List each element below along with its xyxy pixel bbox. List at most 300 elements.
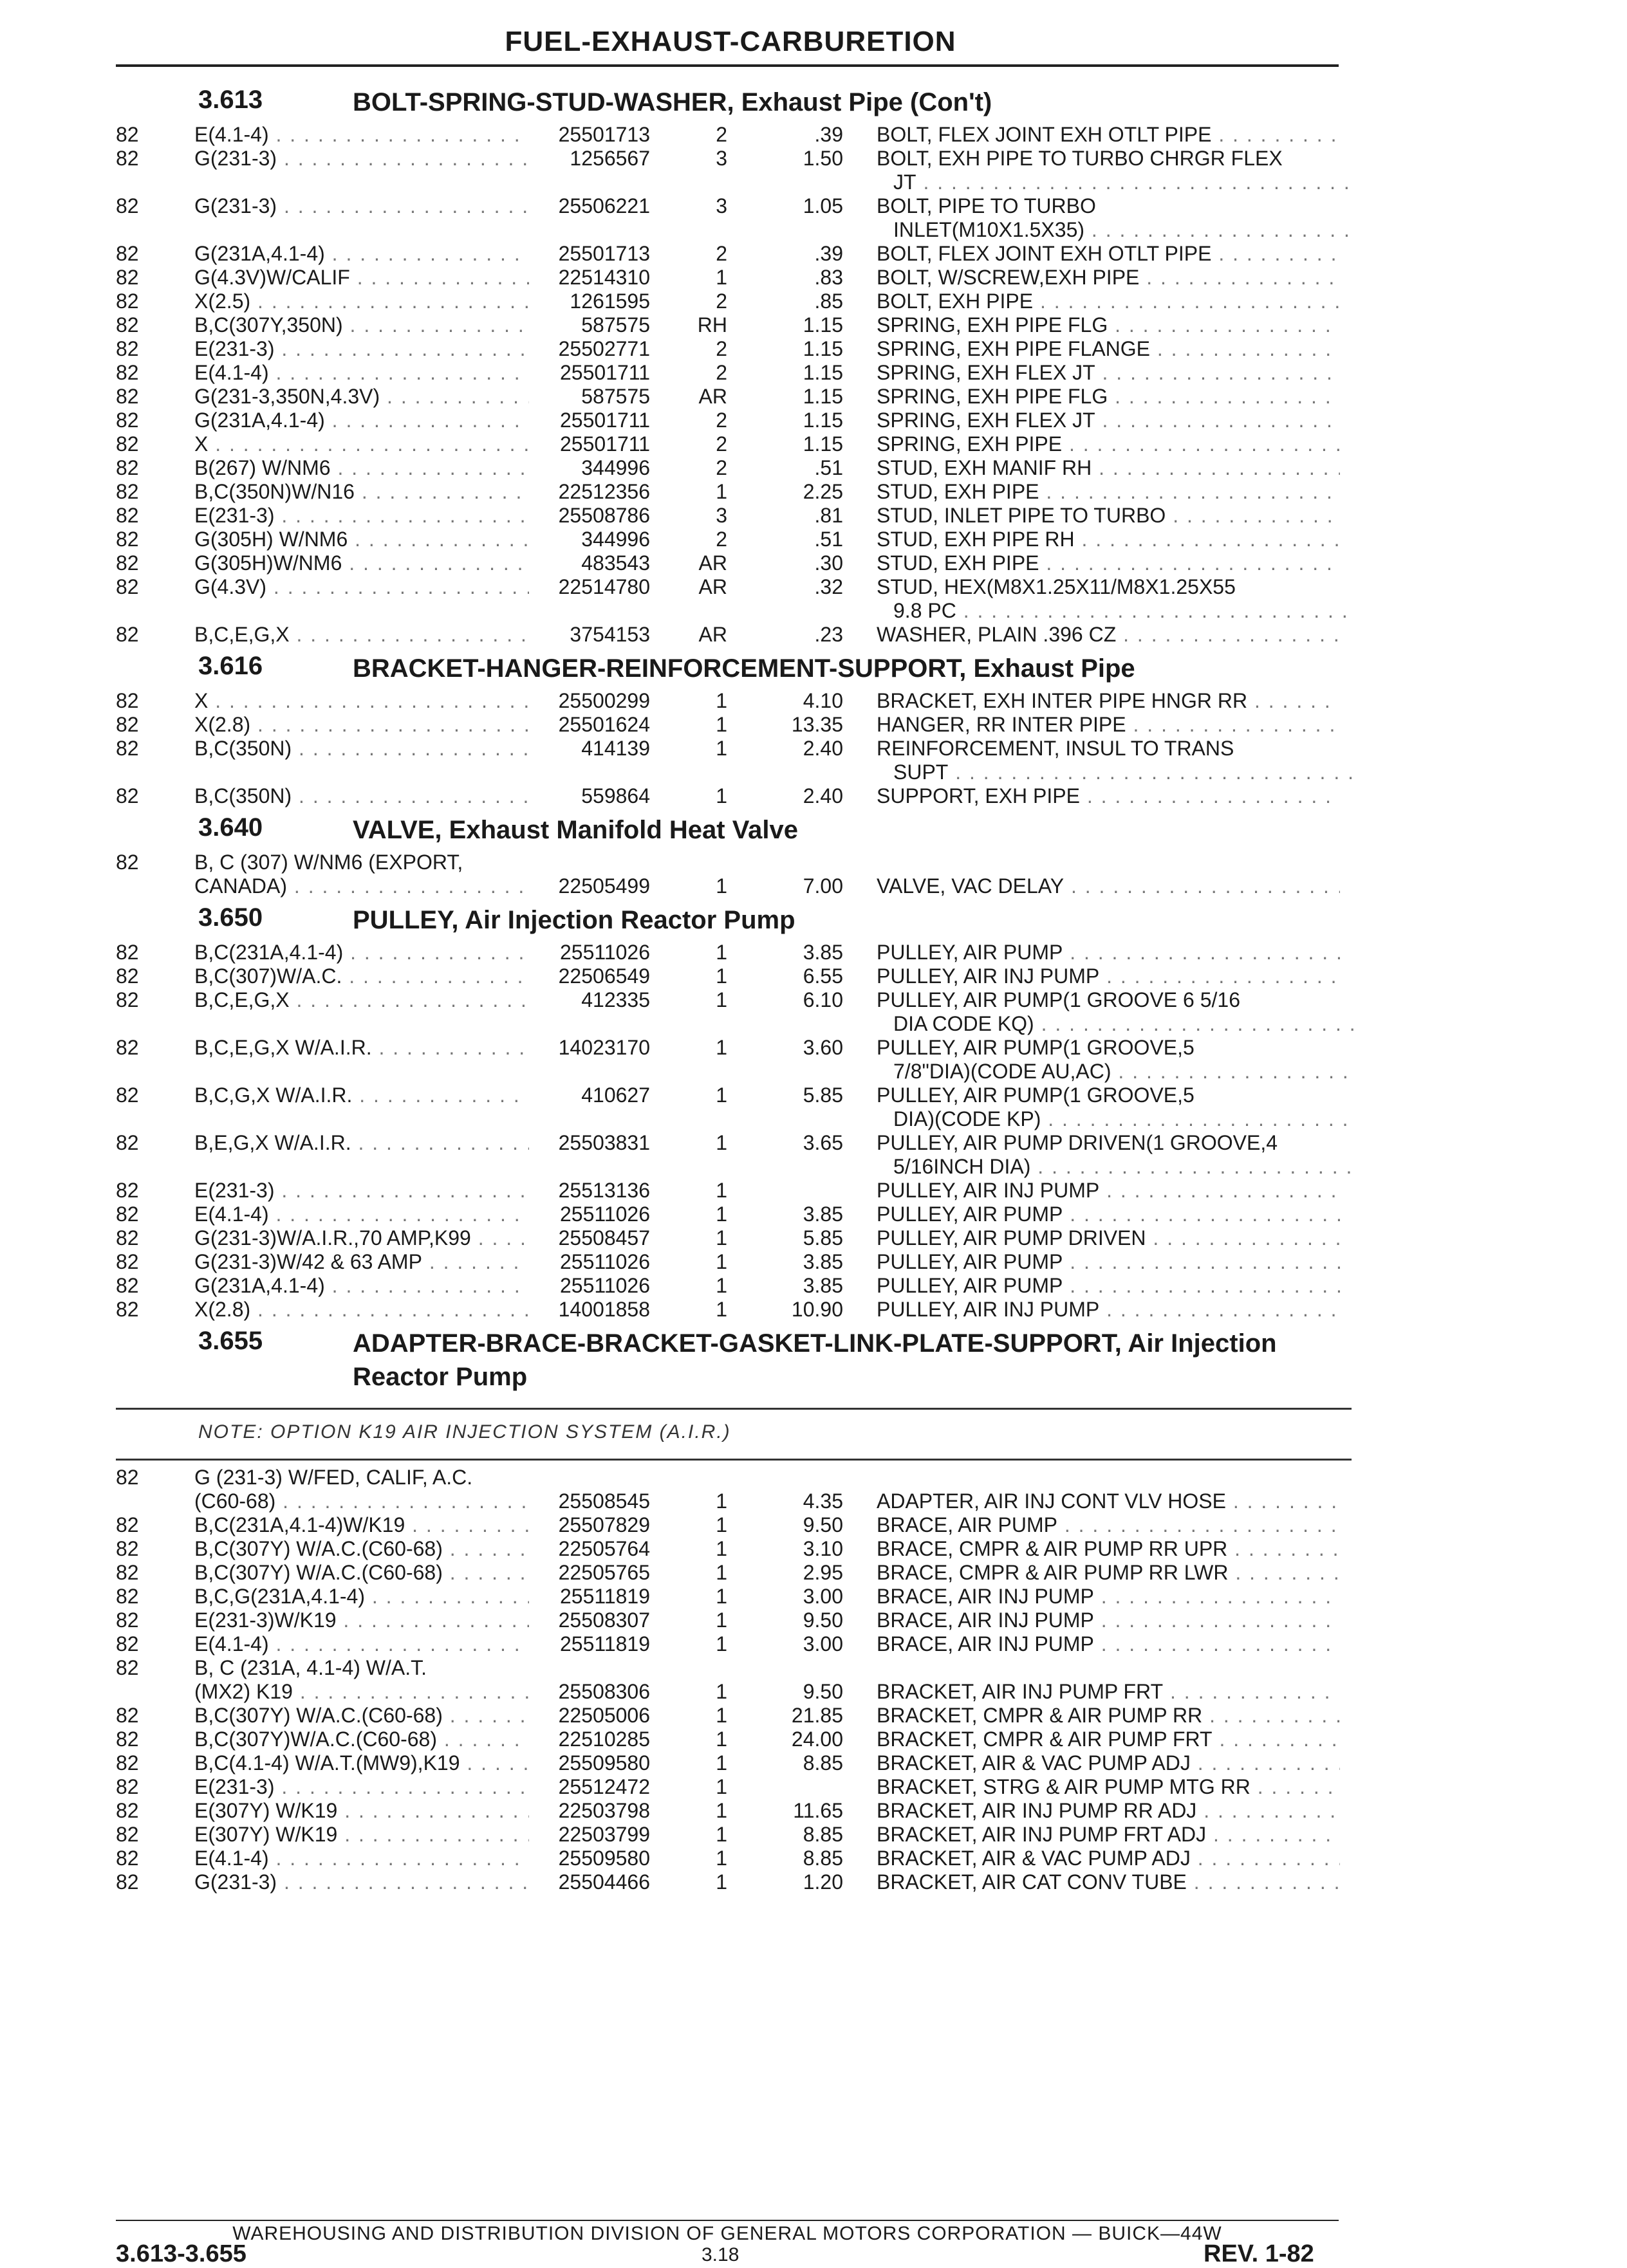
model-year: 82 [116,1274,139,1297]
series-application: X(2.8) . . . [194,713,529,737]
part-description: PULLEY, AIR PUMP . . . [877,1274,1340,1298]
part-number: 1256567 [570,147,650,170]
part-number: 25511026 [560,941,650,964]
quantity: 1 [716,1179,727,1202]
model-year: 82 [116,266,139,289]
part-row [116,689,1352,713]
quantity: 1 [716,1751,727,1775]
part-description: PULLEY, AIR INJ PUMP . . . [877,1298,1340,1322]
part-number: 22514780 [558,575,650,598]
series-application: B,C(350N)W/N16 . . . [194,480,529,504]
part-row [116,1751,1352,1775]
quantity: 1 [716,480,727,503]
series-application: B,C(4.1-4) W/A.T.(MW9),K19 . . . [194,1751,529,1775]
part-description: REINFORCEMENT, INSUL TO TRANS [877,737,1234,760]
part-description: BRACKET, AIR INJ PUMP FRT ADJ . . . [877,1823,1340,1847]
part-number: 22505764 [558,1537,650,1560]
part-number: 25501711 [560,361,650,384]
part-description: PULLEY, AIR INJ PUMP . . . [877,1179,1340,1203]
quantity: 3 [716,194,727,217]
part-description: PULLEY, AIR PUMP(1 GROOVE 6 5/16 [877,988,1240,1011]
part-description: BOLT, PIPE TO TURBO [877,194,1096,217]
quantity: 1 [716,1609,727,1632]
part-number: 25503831 [558,1131,650,1154]
model-year: 82 [116,1179,139,1202]
list-price: 5.85 [803,1226,843,1249]
part-row [116,123,1352,147]
quantity: 1 [716,1561,727,1584]
part-number: 414139 [581,737,650,760]
part-description: STUD, EXH PIPE . . . [877,480,1340,504]
model-year: 82 [116,504,139,527]
part-description: STUD, INLET PIPE TO TURBO . . . [877,504,1340,528]
part-description: BRACE, AIR INJ PUMP . . . [877,1632,1340,1656]
list-price: 1.15 [803,337,843,360]
part-row [116,147,1352,194]
series-application: E(231-3) . . . [194,504,529,528]
quantity: 1 [716,737,727,760]
model-year: 82 [116,1728,139,1751]
series-application: E(307Y) W/K19 . . . [194,1799,529,1823]
part-row [116,575,1352,623]
part-description: PULLEY, AIR PUMP . . . [877,1203,1340,1226]
part-row [116,1632,1352,1656]
part-row [116,1226,1352,1250]
part-number: 25508457 [558,1226,650,1249]
part-row [116,290,1352,313]
part-number: 25508545 [558,1489,650,1513]
part-row [116,1179,1352,1203]
model-year: 82 [116,528,139,551]
part-number: 587575 [581,313,650,337]
model-year: 82 [116,713,139,736]
part-description-cont: 7/8"DIA)(CODE AU,AC) . . . [877,1060,1357,1083]
quantity: 1 [716,1632,727,1655]
series-application: X(2.8) . . . [194,1298,529,1322]
series-application: X . . . [194,432,529,456]
part-number: 3754153 [570,623,650,646]
model-year: 82 [116,1870,139,1894]
quantity: 1 [716,713,727,736]
part-number: 25509580 [558,1751,650,1775]
part-description: SPRING, EXH PIPE . . . [877,432,1340,456]
footer-section-range: 3.613-3.655 [116,2240,246,2267]
list-price: 3.65 [803,1131,843,1154]
part-number: 25501624 [558,713,650,736]
section-header [116,1322,1352,1397]
model-year: 82 [116,242,139,265]
part-row [116,1704,1352,1728]
quantity: 1 [716,1513,727,1536]
series-application-cont: CANADA) . . . [194,874,529,898]
series-application: E(231-3) . . . [194,1179,529,1203]
part-number: 25511819 [560,1585,650,1608]
part-row [116,737,1352,784]
list-price: 6.55 [803,964,843,988]
part-number: 25507829 [558,1513,650,1536]
part-number: 1261595 [570,290,650,313]
part-description: BRACKET, AIR INJ PUMP FRT . . . [877,1680,1340,1704]
part-number: 587575 [581,385,650,408]
series-application: B,C(307Y,350N) . . . [194,313,529,337]
series-application-cont: (C60-68) . . . [194,1489,529,1513]
list-price: 3.85 [803,1274,843,1297]
part-row [116,1298,1352,1322]
series-application: B(267) W/NM6 . . . [194,456,529,480]
series-application: G(305H) W/NM6 . . . [194,528,529,551]
part-row [116,1537,1352,1561]
model-year: 82 [116,147,139,170]
list-price: 9.50 [803,1680,843,1703]
series-application: G(231-3,350N,4.3V) . . . [194,385,529,409]
model-year: 82 [116,1561,139,1584]
part-description: PULLEY, AIR PUMP DRIVEN . . . [877,1226,1340,1250]
model-year: 82 [116,337,139,360]
model-year: 82 [116,988,139,1011]
model-year: 82 [116,1298,139,1321]
list-price: 2.95 [803,1561,843,1584]
section-number: 3.613 [198,86,263,114]
series-application: B,C(231A,4.1-4)W/K19 . . . [194,1513,529,1537]
model-year: 82 [116,551,139,575]
part-description: SPRING, EXH FLEX JT . . . [877,361,1340,385]
part-description-cont: 5/16INCH DIA) . . . [877,1155,1357,1179]
part-number: 25501711 [560,409,650,432]
part-number: 559864 [581,784,650,807]
section-title: BOLT-SPRING-STUD-WASHER, Exhaust Pipe (Con't) [353,88,992,116]
part-row [116,337,1352,361]
part-number: 22503798 [558,1799,650,1822]
quantity: 2 [716,456,727,479]
part-number: 25508307 [558,1609,650,1632]
quantity: 3 [716,504,727,527]
series-application: E(4.1-4) . . . [194,123,529,147]
list-price: 3.85 [803,941,843,964]
model-year: 82 [116,432,139,456]
quantity: 1 [716,1131,727,1154]
part-number: 22506549 [558,964,650,988]
part-row [116,851,1352,898]
model-year: 82 [116,480,139,503]
part-description: BRACKET, CMPR & AIR PUMP FRT . . . [877,1728,1340,1751]
series-application: G(231-3) . . . [194,194,529,218]
model-year: 82 [116,409,139,432]
part-description: SPRING, EXH PIPE FLANGE . . . [877,337,1340,361]
part-description-cont: JT . . . [877,171,1357,194]
series-application: B,C,G(231A,4.1-4) . . . [194,1585,529,1609]
part-number: 25506221 [558,194,650,217]
part-row [116,941,1352,964]
part-row [116,1728,1352,1751]
part-number: 22505765 [558,1561,650,1584]
quantity: 1 [716,941,727,964]
quantity: 1 [716,1704,727,1727]
part-row [116,385,1352,409]
list-price: 1.15 [803,432,843,456]
list-price: 5.85 [803,1083,843,1107]
part-number: 25500299 [558,689,650,712]
part-number: 25502771 [558,337,650,360]
list-price: 3.00 [803,1632,843,1655]
section-header [116,898,1352,941]
quantity: 1 [716,784,727,807]
model-year: 82 [116,1083,139,1107]
part-description: BRACE, AIR INJ PUMP . . . [877,1609,1340,1632]
part-row [116,528,1352,551]
quantity: AR [698,575,727,598]
quantity: 1 [716,266,727,289]
list-price: 6.10 [803,988,843,1011]
quantity: 1 [716,964,727,988]
quantity: 1 [716,1680,727,1703]
model-year: 82 [116,1203,139,1226]
list-price: 2.40 [803,784,843,807]
series-application: E(307Y) W/K19 . . . [194,1823,529,1847]
quantity: 2 [716,432,727,456]
quantity: 1 [716,1226,727,1249]
part-row [116,623,1352,647]
quantity: 1 [716,1203,727,1226]
list-price: 8.85 [803,1751,843,1775]
quantity: RH [697,313,727,337]
part-row [116,504,1352,528]
model-year: 82 [116,1585,139,1608]
list-price: .39 [814,242,843,265]
model-year: 82 [116,1226,139,1249]
series-application: G(231A,4.1-4) . . . [194,242,529,266]
part-row [116,266,1352,290]
series-application: G (231-3) W/FED, CALIF, A.C. [194,1466,473,1489]
part-description-cont: DIA)(CODE KP) . . . [877,1107,1357,1131]
model-year: 82 [116,456,139,479]
quantity: 1 [716,689,727,712]
series-application: B,C(307Y) W/A.C.(C60-68) . . . [194,1704,529,1728]
part-row [116,551,1352,575]
part-description: PULLEY, AIR PUMP . . . [877,941,1340,964]
part-description: SPRING, EXH PIPE FLG . . . [877,313,1340,337]
section-number: 3.655 [198,1327,263,1355]
series-application: B, C (231A, 4.1-4) W/A.T. [194,1656,427,1679]
part-row [116,1799,1352,1823]
part-description: BOLT, EXH PIPE TO TURBO CHRGR FLEX [877,147,1283,170]
quantity: 1 [716,874,727,898]
list-price: 3.60 [803,1036,843,1059]
model-year: 82 [116,1847,139,1870]
section-title: BRACKET-HANGER-REINFORCEMENT-SUPPORT, Exhaust Pipe [353,654,1135,683]
series-application: G(231A,4.1-4) . . . [194,409,529,432]
part-number: 25508306 [558,1680,650,1703]
list-price: 9.50 [803,1513,843,1536]
list-price: 7.00 [803,874,843,898]
series-application: B,E,G,X W/A.I.R. . . . [194,1131,529,1155]
part-row [116,1823,1352,1847]
series-application: B,C(307Y)W/A.C.(C60-68) . . . [194,1728,529,1751]
section-number: 3.650 [198,903,263,932]
part-number: 344996 [581,528,650,551]
part-number: 483543 [581,551,650,575]
model-year: 82 [116,575,139,598]
model-year: 82 [116,1704,139,1727]
model-year: 82 [116,1823,139,1846]
list-price: 3.00 [803,1585,843,1608]
page-title: FUEL-EXHAUST-CARBURETION [505,26,956,57]
part-description: BOLT, FLEX JOINT EXH OTLT PIPE . . . [877,123,1340,147]
part-row [116,713,1352,737]
part-description: BOLT, EXH PIPE . . . [877,290,1340,313]
part-number: 22505006 [558,1704,650,1727]
parts-list [116,80,1352,1894]
part-description: BRACKET, CMPR & AIR PUMP RR . . . [877,1704,1340,1728]
quantity: 1 [716,1250,727,1273]
model-year: 82 [116,1609,139,1632]
series-application: B,C(307Y) W/A.C.(C60-68) . . . [194,1561,529,1585]
part-row [116,1656,1352,1704]
model-year: 82 [116,385,139,408]
list-price: 24.00 [791,1728,843,1751]
quantity: 1 [716,1870,727,1894]
part-row [116,480,1352,504]
series-application: E(231-3)W/K19 . . . [194,1609,529,1632]
part-number: 25512472 [558,1775,650,1798]
series-application: G(231A,4.1-4) . . . [194,1274,529,1298]
quantity: 1 [716,1036,727,1059]
section-title: VALVE, Exhaust Manifold Heat Valve [353,816,799,844]
list-price: .85 [814,290,843,313]
part-description: STUD, EXH MANIF RH . . . [877,456,1340,480]
section-header [116,647,1352,689]
part-number: 22505499 [558,874,650,898]
model-year: 82 [116,1513,139,1536]
part-description-cont: DIA CODE KQ) . . . [877,1012,1357,1036]
part-row [116,242,1352,266]
part-number: 25511026 [560,1274,650,1297]
part-description: PULLEY, AIR PUMP . . . [877,1250,1340,1274]
part-row [116,409,1352,432]
series-application: B,C,E,G,X . . . [194,988,529,1012]
series-application: B, C (307) W/NM6 (EXPORT, [194,851,463,874]
part-number: 25511819 [560,1632,650,1655]
model-year: 82 [116,737,139,760]
model-year: 82 [116,784,139,807]
part-row [116,1513,1352,1537]
model-year: 82 [116,1250,139,1273]
part-number: 22514310 [558,266,650,289]
list-price: .81 [814,504,843,527]
model-year: 82 [116,1036,139,1059]
quantity: 1 [716,1083,727,1107]
list-price: 21.85 [791,1704,843,1727]
quantity: 2 [716,409,727,432]
series-application: X . . . [194,689,529,713]
part-number: 25509580 [558,1847,650,1870]
part-description: STUD, EXH PIPE . . . [877,551,1340,575]
part-description: BRACE, CMPR & AIR PUMP RR LWR . . . [877,1561,1340,1585]
quantity: 1 [716,1585,727,1608]
model-year: 82 [116,290,139,313]
list-price: .30 [814,551,843,575]
section-title: ADAPTER-BRACE-BRACKET-GASKET-LINK-PLATE-SUPPORT, Air Injection Reactor Pump [353,1329,1277,1391]
quantity: 1 [716,988,727,1011]
quantity: 2 [716,337,727,360]
part-row [116,1274,1352,1298]
part-description: BOLT, FLEX JOINT EXH OTLT PIPE . . . [877,242,1340,266]
part-row [116,432,1352,456]
list-price: 9.50 [803,1609,843,1632]
part-row [116,1870,1352,1894]
series-application: B,C(307)W/A.C. . . . [194,964,529,988]
part-row [116,1847,1352,1870]
part-number: 25501711 [560,432,650,456]
series-application: G(231-3)W/A.I.R.,70 AMP,K99 . . . [194,1226,529,1250]
part-row [116,1775,1352,1799]
quantity: 1 [716,1298,727,1321]
list-price: 4.10 [803,689,843,712]
quantity: 1 [716,1799,727,1822]
model-year: 82 [116,623,139,646]
list-price: 2.25 [803,480,843,503]
part-description: WASHER, PLAIN .396 CZ . . . [877,623,1340,647]
series-application: B,C,G,X W/A.I.R. . . . [194,1083,529,1107]
series-application: B,C(350N) . . . [194,737,529,761]
quantity: 1 [716,1728,727,1751]
series-application: E(231-3) . . . [194,337,529,361]
list-price: 1.15 [803,313,843,337]
part-description: SPRING, EXH FLEX JT . . . [877,409,1340,432]
series-application: B,C(307Y) W/A.C.(C60-68) . . . [194,1537,529,1561]
part-number: 25513136 [558,1179,650,1202]
part-description: BRACKET, EXH INTER PIPE HNGR RR . . . [877,689,1340,713]
part-number: 410627 [581,1083,650,1107]
series-application: E(4.1-4) . . . [194,1203,529,1226]
model-year: 82 [116,689,139,712]
footer-revision: REV. 1-82 [1204,2240,1314,2267]
part-description: BOLT, W/SCREW,EXH PIPE . . . [877,266,1340,290]
series-application: G(231-3)W/42 & 63 AMP . . . [194,1250,529,1274]
model-year: 82 [116,1632,139,1655]
list-price: 11.65 [793,1799,843,1822]
model-year: 82 [116,851,139,874]
part-row [116,1585,1352,1609]
list-price: 4.35 [803,1489,843,1513]
part-row [116,1131,1352,1179]
part-description-cont: SUPT . . . [877,761,1357,784]
series-application: G(4.3V)W/CALIF . . . [194,266,529,290]
part-description: BRACE, CMPR & AIR PUMP RR UPR . . . [877,1537,1340,1561]
section-number: 3.616 [198,652,263,680]
part-row [116,1609,1352,1632]
part-description-cont: INLET(M10X1.5X35) . . . [877,218,1357,242]
model-year: 82 [116,361,139,384]
part-description: BRACKET, AIR INJ PUMP RR ADJ . . . [877,1799,1340,1823]
list-price: 1.20 [803,1870,843,1894]
part-number: 22510285 [558,1728,650,1751]
list-price: 8.85 [803,1823,843,1846]
part-description: BRACE, AIR INJ PUMP . . . [877,1585,1340,1609]
footer-rule [116,2220,1339,2221]
quantity: 1 [716,1775,727,1798]
model-year: 82 [116,1799,139,1822]
quantity: 2 [716,528,727,551]
part-number: 25501713 [558,123,650,146]
part-row [116,1036,1352,1083]
list-price: 8.85 [803,1847,843,1870]
quantity: AR [698,551,727,575]
part-row [116,988,1352,1036]
part-description: ADAPTER, AIR INJ CONT VLV HOSE . . . [877,1489,1340,1513]
quantity: 1 [716,1274,727,1297]
part-row [116,1203,1352,1226]
footer-page-number: 3.18 [702,2244,739,2265]
